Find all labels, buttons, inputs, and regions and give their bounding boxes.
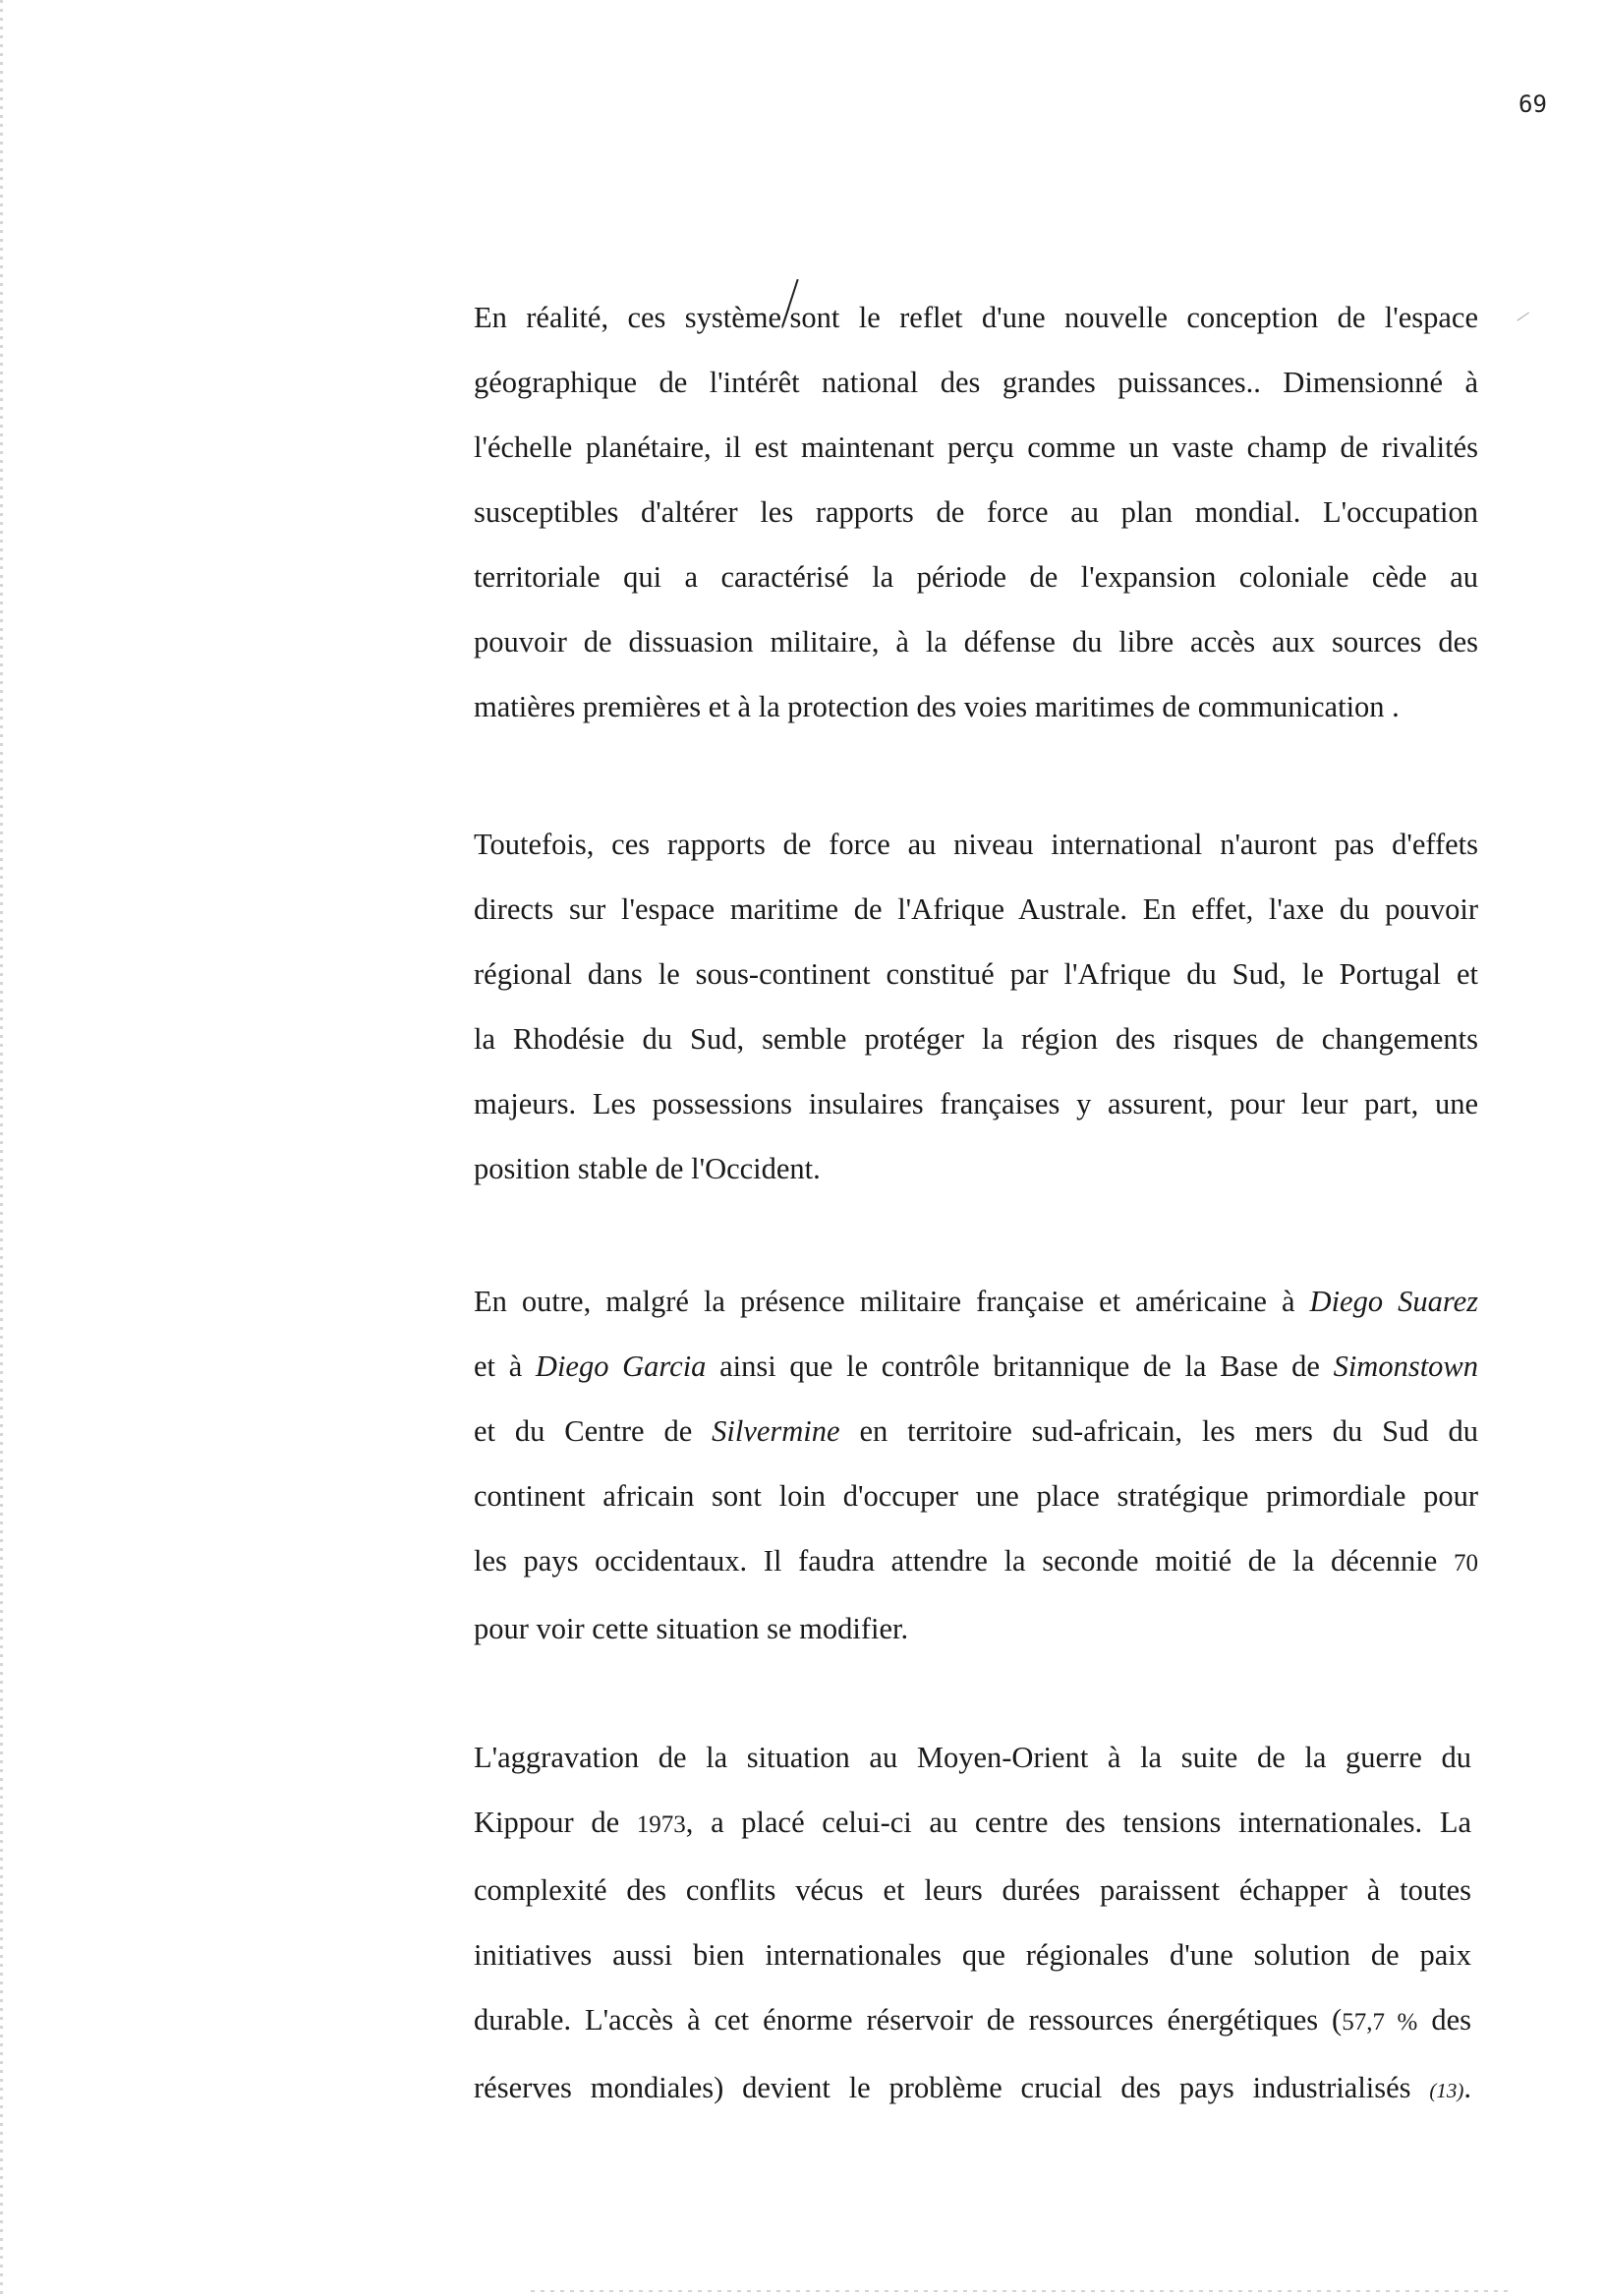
place-name: Diego Garcia xyxy=(535,1349,707,1383)
text-run: . xyxy=(1463,2071,1471,2104)
decade-number: 70 xyxy=(1454,1550,1478,1577)
place-name: Silvermine xyxy=(712,1414,840,1448)
paragraph-line xyxy=(474,1987,1471,2055)
paragraph-line xyxy=(474,1790,1471,1858)
paragraph-line: continent africain sont loin d'occuper une place stratégique primordiale pour xyxy=(474,1479,1478,1513)
paragraph-line: directs sur l'espace maritime de l'Afrique Australe. En effet, l'axe du pouvoir xyxy=(474,892,1478,926)
paragraph-line: régional dans le sous-continent constitué par l'Afrique du Sud, le Portugal et xyxy=(474,957,1478,991)
text-run: en territoire sud-africain, les mers du Sud du xyxy=(839,1414,1478,1448)
paragraph-line: majeurs. Les possessions insulaires françaises y assurent, pour leur part, une xyxy=(474,1087,1478,1120)
paragraph-line: la Rhodésie du Sud, semble protéger la région des risques de changements xyxy=(474,1022,1478,1056)
percentage-value: 57,7 % xyxy=(1342,2009,1418,2036)
paragraph-line: susceptibles d'altérer les rapports de force au plan mondial. L'occupation xyxy=(474,495,1478,529)
paragraph-line: Toutefois, ces rapports de force au niveau international n'auront pas d'effets xyxy=(474,828,1478,861)
page-number: 69 xyxy=(1518,90,1547,118)
paragraph-line: géographique de l'intérêt national des grandes puissances.. Dimensionné à xyxy=(474,366,1478,399)
paragraph-line xyxy=(474,1334,1478,1399)
paragraph-3 xyxy=(474,1269,1478,1661)
paragraph-line: L'aggravation de la situation au Moyen-Orient à la suite de la guerre du xyxy=(474,1741,1471,1774)
paragraph-line: pouvoir de dissuasion militaire, à la défense du libre accès aux sources des xyxy=(474,625,1478,659)
text-run: et du Centre de xyxy=(474,1414,713,1448)
paragraph-line: pour voir cette situation se modifier. xyxy=(474,1612,909,1645)
text-run: durable. L'accès à cet énorme réservoir de ressources énergétiques ( xyxy=(474,2003,1343,2037)
scan-edge-bottom xyxy=(531,2290,1514,2292)
paragraph-1 xyxy=(474,285,1478,739)
paragraph-line xyxy=(474,1269,1478,1334)
paragraph-line xyxy=(474,1399,1478,1464)
text-run: réserves mondiales) devient le problème crucial des pays industrialisés xyxy=(474,2071,1430,2104)
stray-pen-mark: ⁄ xyxy=(1518,307,1528,326)
text-run: Kippour de xyxy=(474,1806,637,1839)
paragraph-line: complexité des conflits vécus et leurs durées paraissent échapper à toutes xyxy=(474,1873,1471,1907)
text-run: les pays occidentaux. Il faudra attendre la seconde moitié de la décennie xyxy=(474,1544,1454,1578)
text-run: des xyxy=(1417,2003,1471,2037)
scan-edge-left xyxy=(0,0,3,2296)
paragraph-line xyxy=(474,1528,1478,1596)
place-name: Diego Suarez xyxy=(1309,1285,1479,1318)
paragraph-4 xyxy=(474,1725,1471,2123)
text-run: En outre, malgré la présence militaire française et américaine à xyxy=(474,1285,1310,1318)
paragraph-line: l'échelle planétaire, il est maintenant perçu comme un vaste champ de rivalités xyxy=(474,430,1478,464)
paragraph-2 xyxy=(474,812,1478,1201)
place-name: Simonstown xyxy=(1333,1349,1479,1383)
paragraph-line: initiatives aussi bien internationales que régionales d'une solution de paix xyxy=(474,1938,1471,1972)
paragraph-line xyxy=(474,2055,1471,2123)
year-number: 1973 xyxy=(636,1811,686,1838)
paragraph-line: position stable de l'Occident. xyxy=(474,1152,821,1185)
text-run: ainsi que le contrôle britannique de la Base de xyxy=(706,1349,1334,1383)
text-run: et à xyxy=(474,1349,536,1383)
paragraph-line: En réalité, ces système/sont le reflet d'une nouvelle conception de l'espace xyxy=(474,301,1478,334)
footnote-reference: (13) xyxy=(1429,2079,1464,2102)
paragraph-line: territoriale qui a caractérisé la période de l'expansion coloniale cède au xyxy=(474,560,1478,594)
paragraph-line: matières premières et à la protection des voies maritimes de communication . xyxy=(474,690,1400,723)
text-run: , a placé celui-ci au centre des tensions internationales. La xyxy=(685,1806,1472,1839)
